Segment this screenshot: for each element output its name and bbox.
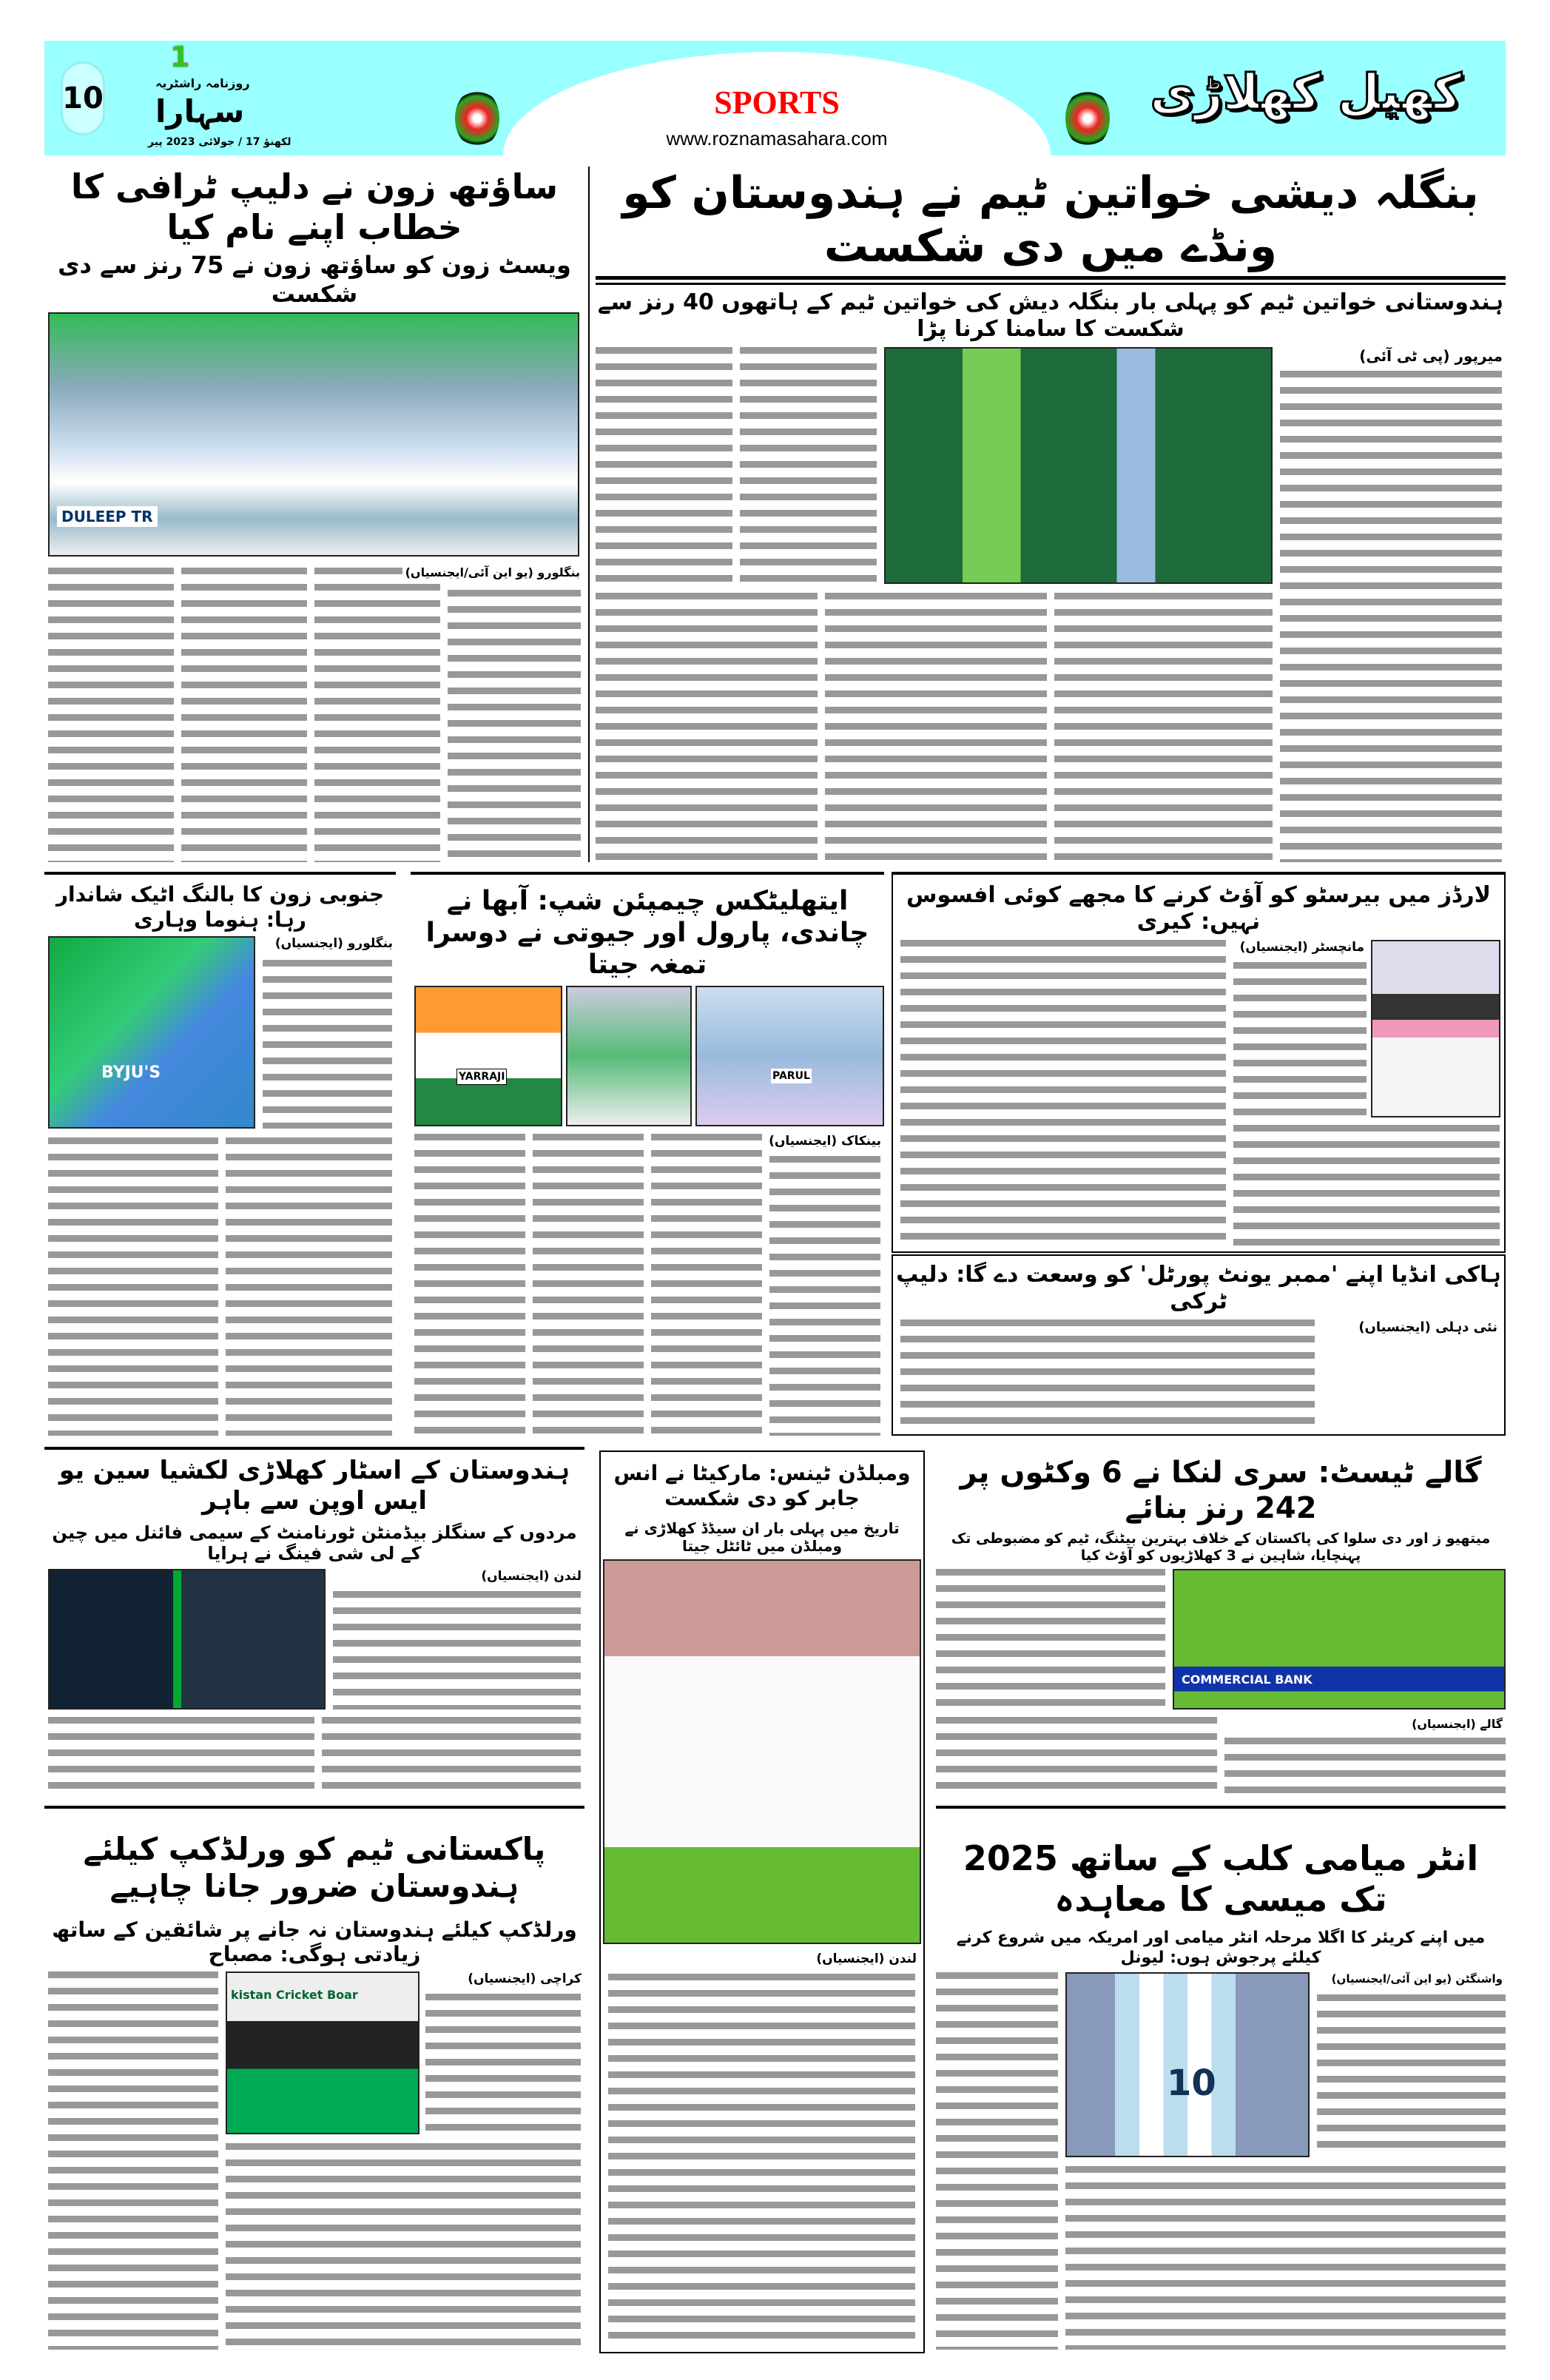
body-column: [1233, 1125, 1500, 1248]
paper-logo: سہارا: [155, 93, 245, 130]
article-vihari: [44, 872, 396, 1436]
body-column: [900, 1320, 1315, 1431]
body-column: [48, 1717, 314, 1795]
body-column: [226, 1137, 392, 1436]
article-galle: [936, 1450, 1506, 1798]
subhead: میتھیو ز اور دی سلوا کی پاکستان کے خلاف بہترین بیٹنگ، ٹیم کو مضبوطی تک پہنچایا، شاہین نے 3 کھلاڑیوں کو آؤٹ کیا: [951, 1530, 1491, 1564]
headline: لارڈز میں بیرسٹو کو آؤٹ کرنے کا مجھے کوئی افسوس نہیں: کیری: [906, 882, 1491, 935]
body-column: [181, 568, 307, 862]
website-link[interactable]: www.roznamasahara.com: [666, 127, 888, 149]
article-pakistan: [44, 1806, 584, 2353]
athlete-flag-photo: [414, 986, 562, 1126]
cricket-players-photo: [884, 347, 1273, 584]
bib: PARUL: [772, 1069, 810, 1082]
body-column: [596, 593, 818, 862]
body-column: [1280, 371, 1502, 862]
article-wimbledon: [599, 1450, 925, 2353]
headline: بنگلہ دیشی خواتین ٹیم نے ہندوستان کو ونڈے میں دی شکست: [622, 167, 1479, 272]
body-column: [608, 1974, 915, 2348]
body-column: [740, 347, 877, 584]
subhead: ویسٹ زون کو ساؤتھ زون نے 75 رنز سے دی شکست: [58, 251, 571, 308]
dateline: میرپور (پی ٹی آئی): [1356, 347, 1506, 365]
dateline: واشنگٹن (یو این آئی/ایجنسیاں): [1329, 1972, 1506, 1986]
subhead: میں اپنے کریئر کا اگلا مرحلہ انٹر میامی اور امریکہ میں شروع کرنے کیلئے پرجوش ہوں: لیونل: [956, 1929, 1486, 1967]
headline: پاکستانی ٹیم کو ورلڈکپ کیلئے ہندوستان ضرور جانا چاہیے: [83, 1831, 546, 1905]
dateline: نئی دہلی (ایجنسیاں): [1355, 1320, 1500, 1335]
section-title-urdu: کھیل کھلاڑی: [1150, 64, 1462, 121]
body-column: [936, 1717, 1217, 1798]
carey-photo: [1371, 940, 1500, 1117]
body-column: [900, 940, 1226, 1248]
masthead: [44, 41, 1506, 155]
body-column: [314, 568, 440, 862]
dateline: لندن (ایجنسیاں): [813, 1952, 920, 1966]
body-column: [226, 2143, 581, 2350]
dateline: بنگلورو (یو این آئی/ایجنسیاں): [402, 565, 583, 579]
body-column: [263, 960, 392, 1129]
subhead: مردوں کے سنگلز بیڈمنٹن ٹورنامنٹ کے سیمی فائنل میں چین کے لی شی فینگ نے ہرایا: [52, 1522, 577, 1564]
cricket-batsmen-photo: [1173, 1569, 1506, 1710]
section-title: SPORTS: [714, 84, 840, 121]
article-badminton: [44, 1447, 584, 1795]
subhead: ورلڈکپ کیلئے ہندوستان نہ جانے پر شائقین کے ساتھ زیادتی ہوگی: مصباح: [52, 1917, 577, 1967]
jersey-sponsor: BYJU'S: [101, 1063, 161, 1083]
headline: جنوبی زون کا بالنگ اٹیک شاندار رہا: ہنوما وہاری: [55, 882, 385, 932]
body-column: [533, 1134, 644, 1436]
athlete-race-photo: [695, 986, 884, 1126]
backdrop-text: kistan Cricket Boar: [231, 1987, 358, 2002]
sunburst-icon: [1065, 89, 1110, 148]
body-column: [1317, 1994, 1506, 2157]
body-column: [769, 1156, 880, 1436]
body-column: [651, 1134, 762, 1436]
subhead: تاریخ میں پہلی بار ان سیڈڈ کھلاڑی نے ومبلڈن میں ٹائٹل جیتا: [624, 1519, 900, 1556]
dateline: کراچی (ایجنسیاں): [465, 1971, 584, 1986]
misbah-photo: [226, 1971, 419, 2134]
dateline: بینکاک (ایجنسیاں): [766, 1134, 884, 1149]
subhead: ہندوستانی خواتین ٹیم کو پہلی بار بنگلہ دیش کی خواتین ٹیم کے ہاتھوں 40 رنز سے شکست کا سامنا کرنا پڑا: [597, 289, 1504, 342]
article-athletics: [411, 872, 884, 1436]
body-column: [448, 590, 581, 862]
sunburst-icon: [455, 89, 499, 148]
body-column: [825, 593, 1047, 862]
banner-text: DULEEP TR: [57, 506, 158, 527]
headline: ہاکی انڈیا اپنے 'ممبر یونٹ پورٹل' کو وسعت دے گا: دلیپ ٹرکی: [896, 1262, 1501, 1314]
body-column: [1224, 1738, 1506, 1798]
badminton-players-photo: [48, 1569, 326, 1710]
wimbledon-trophy-photo: [603, 1559, 921, 1944]
dateline: بنگلورو (ایجنسیاں): [272, 936, 396, 951]
headline: ومبلڈن ٹینس: مارکیٹا نے انس جابر کو دی شکست: [613, 1461, 911, 1510]
date-line: لکھنؤ 17 / جولائی 2023 پیر: [148, 136, 292, 148]
bib: YARRAJI: [456, 1069, 507, 1085]
article-south-zone: [44, 167, 584, 862]
dateline: لندن (ایجنسیاں): [478, 1569, 584, 1584]
body-column: [936, 1569, 1165, 1710]
dateline: مانچسٹر (ایجنسیاں): [1237, 940, 1367, 955]
vihari-photo: [48, 936, 255, 1129]
article-bangladesh: [596, 167, 1506, 862]
headline: انٹر میامی کلب کے ساتھ 2025 تک میسی کا معاہدہ: [963, 1838, 1479, 1920]
article-carey: [892, 872, 1506, 1253]
headline: ایتھلیٹکس چیمپئن شپ: آبھا نے چاندی، پارول اور جیوتی نے دوسرا تمغہ جیتا: [425, 886, 869, 981]
body-column: [1065, 2166, 1506, 2350]
headline: ہندوستان کے اسٹار کھلاڑی لکشیا سین یو ایس اوپن سے باہر: [58, 1456, 570, 1516]
headline: گالے ٹیسٹ: سری لنکا نے 6 وکٹوں پر 242 رنز بنائے: [960, 1456, 1482, 1525]
body-column: [48, 1137, 218, 1436]
messi-photo: [1065, 1972, 1310, 2157]
body-column: [425, 1994, 581, 2134]
body-column: [48, 1971, 218, 2350]
logo-number: 1: [170, 41, 190, 73]
page-number-badge: 10: [61, 61, 105, 135]
body-column: [414, 1134, 525, 1436]
body-column: [1054, 593, 1273, 862]
article-messi: [936, 1806, 1506, 2353]
team-trophy-photo: [48, 312, 579, 557]
body-column: [333, 1591, 581, 1710]
paper-tag: روزنامہ راشٹریہ: [155, 76, 250, 90]
body-column: [936, 1972, 1058, 2350]
column-divider: [588, 167, 590, 862]
body-column: [1233, 962, 1367, 1117]
sponsor-board: COMMERCIAL BANK: [1182, 1672, 1313, 1687]
jersey-number: 10: [1167, 2063, 1216, 2105]
headline: ساؤتھ زون نے دلیپ ٹرافی کا خطاب اپنے نام کیا: [70, 167, 559, 248]
body-column: [322, 1717, 581, 1795]
athlete-medal-photo: [566, 986, 692, 1126]
dateline: گالے (ایجنسیاں): [1409, 1717, 1506, 1731]
body-column: [596, 347, 732, 584]
article-hockey: [892, 1254, 1506, 1436]
body-column: [48, 568, 174, 862]
